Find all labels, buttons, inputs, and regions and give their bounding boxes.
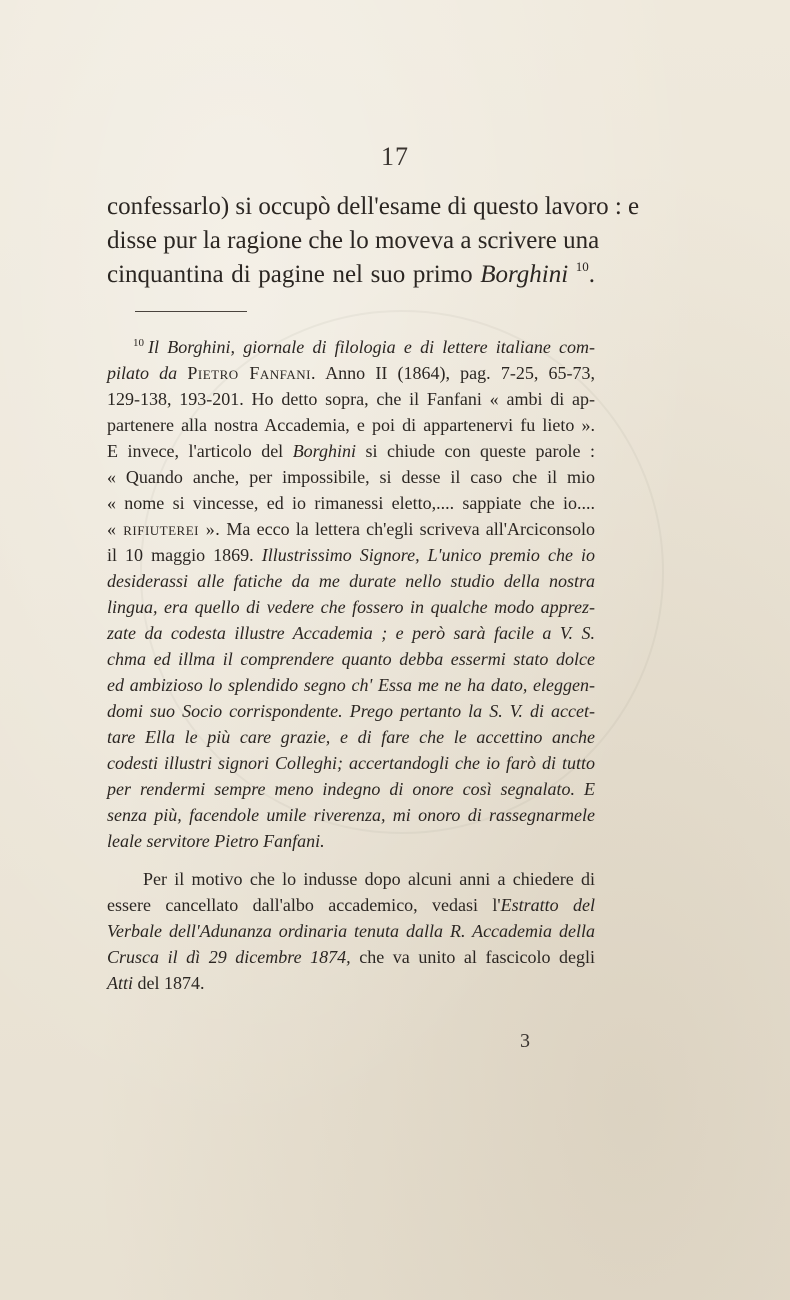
footnote-line-14: ed ambizioso lo splendido segno ch' Essa me ne ha dato, eleggen- xyxy=(107,675,595,695)
italic-title: Crusca il dì 29 dicembre 1874, xyxy=(107,947,351,967)
footnote-line-12: zate da codesta illustre Accademia ; e però sarà facile a V. S. xyxy=(107,623,595,643)
footnote-para2-line-3: Verbale dell'Adunanza ordinaria tenuta dalla R. Accademia della xyxy=(107,921,595,941)
footnote-text: Il Borghini, giornale di filologia e di lettere italiane com- xyxy=(148,337,595,357)
footnote-line-7: « nome si vincesse, ed io rimanessi eletto,.... sappiate che io.... xyxy=(107,493,595,513)
footnote-line-18: per rendermi sempre meno indegno di onore così segnalato. E xyxy=(107,779,595,799)
footnote-line-20: leale servitore Pietro Fanfani. xyxy=(107,831,325,851)
footnote-line-9 xyxy=(107,542,595,568)
footnote-para2-line-2 xyxy=(107,892,595,918)
page-number: 17 xyxy=(381,142,409,171)
body-line-3 xyxy=(107,258,595,295)
italic-title: Estratto del xyxy=(500,895,596,915)
footnote-line-11: lingua, era quello di vedere che fossero in qualche modo apprez- xyxy=(107,597,595,617)
footnote-marker: 10 xyxy=(133,337,144,349)
footnote-para2-line-1: Per il motivo che lo indusse dopo alcuni anni a chiedere di xyxy=(143,869,595,889)
body-line-1: confessarlo) si occupò dell'esame di questo lavoro : e xyxy=(107,193,640,220)
italic-title: Borghini xyxy=(292,441,357,461)
footnote-line-3: 129-138, 193-201. Ho detto sopra, che il Fanfani « ambi di ap- xyxy=(107,389,595,409)
footnote-text: Anno II (1864), pag. 7-25, 65-73, xyxy=(325,363,596,383)
footnote-line-4: partenere alla nostra Accademia, e poi di appartenervi fu lieto ». xyxy=(107,415,595,435)
italic-title: Atti xyxy=(107,973,133,993)
footnote-para2-line-4 xyxy=(107,944,595,970)
footnote-text: che va unito al fascicolo degli xyxy=(350,947,596,967)
signature-mark: 3 xyxy=(520,1030,530,1052)
footnote-text: Ma ecco la lettera ch'egli scriveva all'Arciconsolo xyxy=(220,519,595,539)
quoted-word: « rifiuterei ». xyxy=(107,519,221,539)
letter-text: Illustrissimo Signore, L'unico premio che io xyxy=(261,545,595,565)
footnote-text: pilato da xyxy=(107,363,178,383)
footnote-line-5 xyxy=(107,438,595,464)
footnote-text: E invece, l'articolo del xyxy=(107,441,293,461)
footnote-line-10: desiderassi alle fatiche da me durate nello studio della nostra xyxy=(107,571,595,591)
footnote-line-1 xyxy=(133,334,595,363)
body-text: cinquantina di pagine nel suo primo xyxy=(107,261,481,288)
footnote-line-16: tare Ella le più care grazie, e di fare che le accettino anche xyxy=(107,727,595,747)
footnote-text: essere cancellato dall'albo accademico, vedasi l' xyxy=(107,895,501,915)
footnote-line-13: chma ed illma il comprendere quanto debba essermi stato dolce xyxy=(107,649,595,669)
footnote-ref: 10 xyxy=(575,259,589,274)
period: . xyxy=(588,261,596,288)
footnote-text: si chiude con queste parole : xyxy=(356,441,595,461)
footnote-text: il 10 maggio 1869. xyxy=(107,545,262,565)
footnote-line-8 xyxy=(107,516,595,542)
footnote-line-19: senza più, facendole umile riverenza, mi onoro di rassegnarmele xyxy=(107,805,595,825)
footnote-text: del 1874. xyxy=(133,973,205,993)
footnote-line-15: domi suo Socio corrispondente. Prego pertanto la S. V. di accet- xyxy=(107,701,595,721)
body-line-2: disse pur la ragione che lo moveva a scrivere una xyxy=(107,227,600,254)
footnote-line-6: « Quando anche, per impossibile, si desse il caso che il mio xyxy=(107,467,595,487)
author-name: Pietro Fanfani. xyxy=(187,363,316,383)
footnote-line-2 xyxy=(107,360,595,386)
footnote-line-17: codesti illustri signori Colleghi; accertandogli che io farò di tutto xyxy=(107,753,595,773)
footnote-para2-line-5 xyxy=(107,970,595,996)
footnote-rule xyxy=(135,311,247,312)
italic-title: Borghini xyxy=(480,261,569,288)
